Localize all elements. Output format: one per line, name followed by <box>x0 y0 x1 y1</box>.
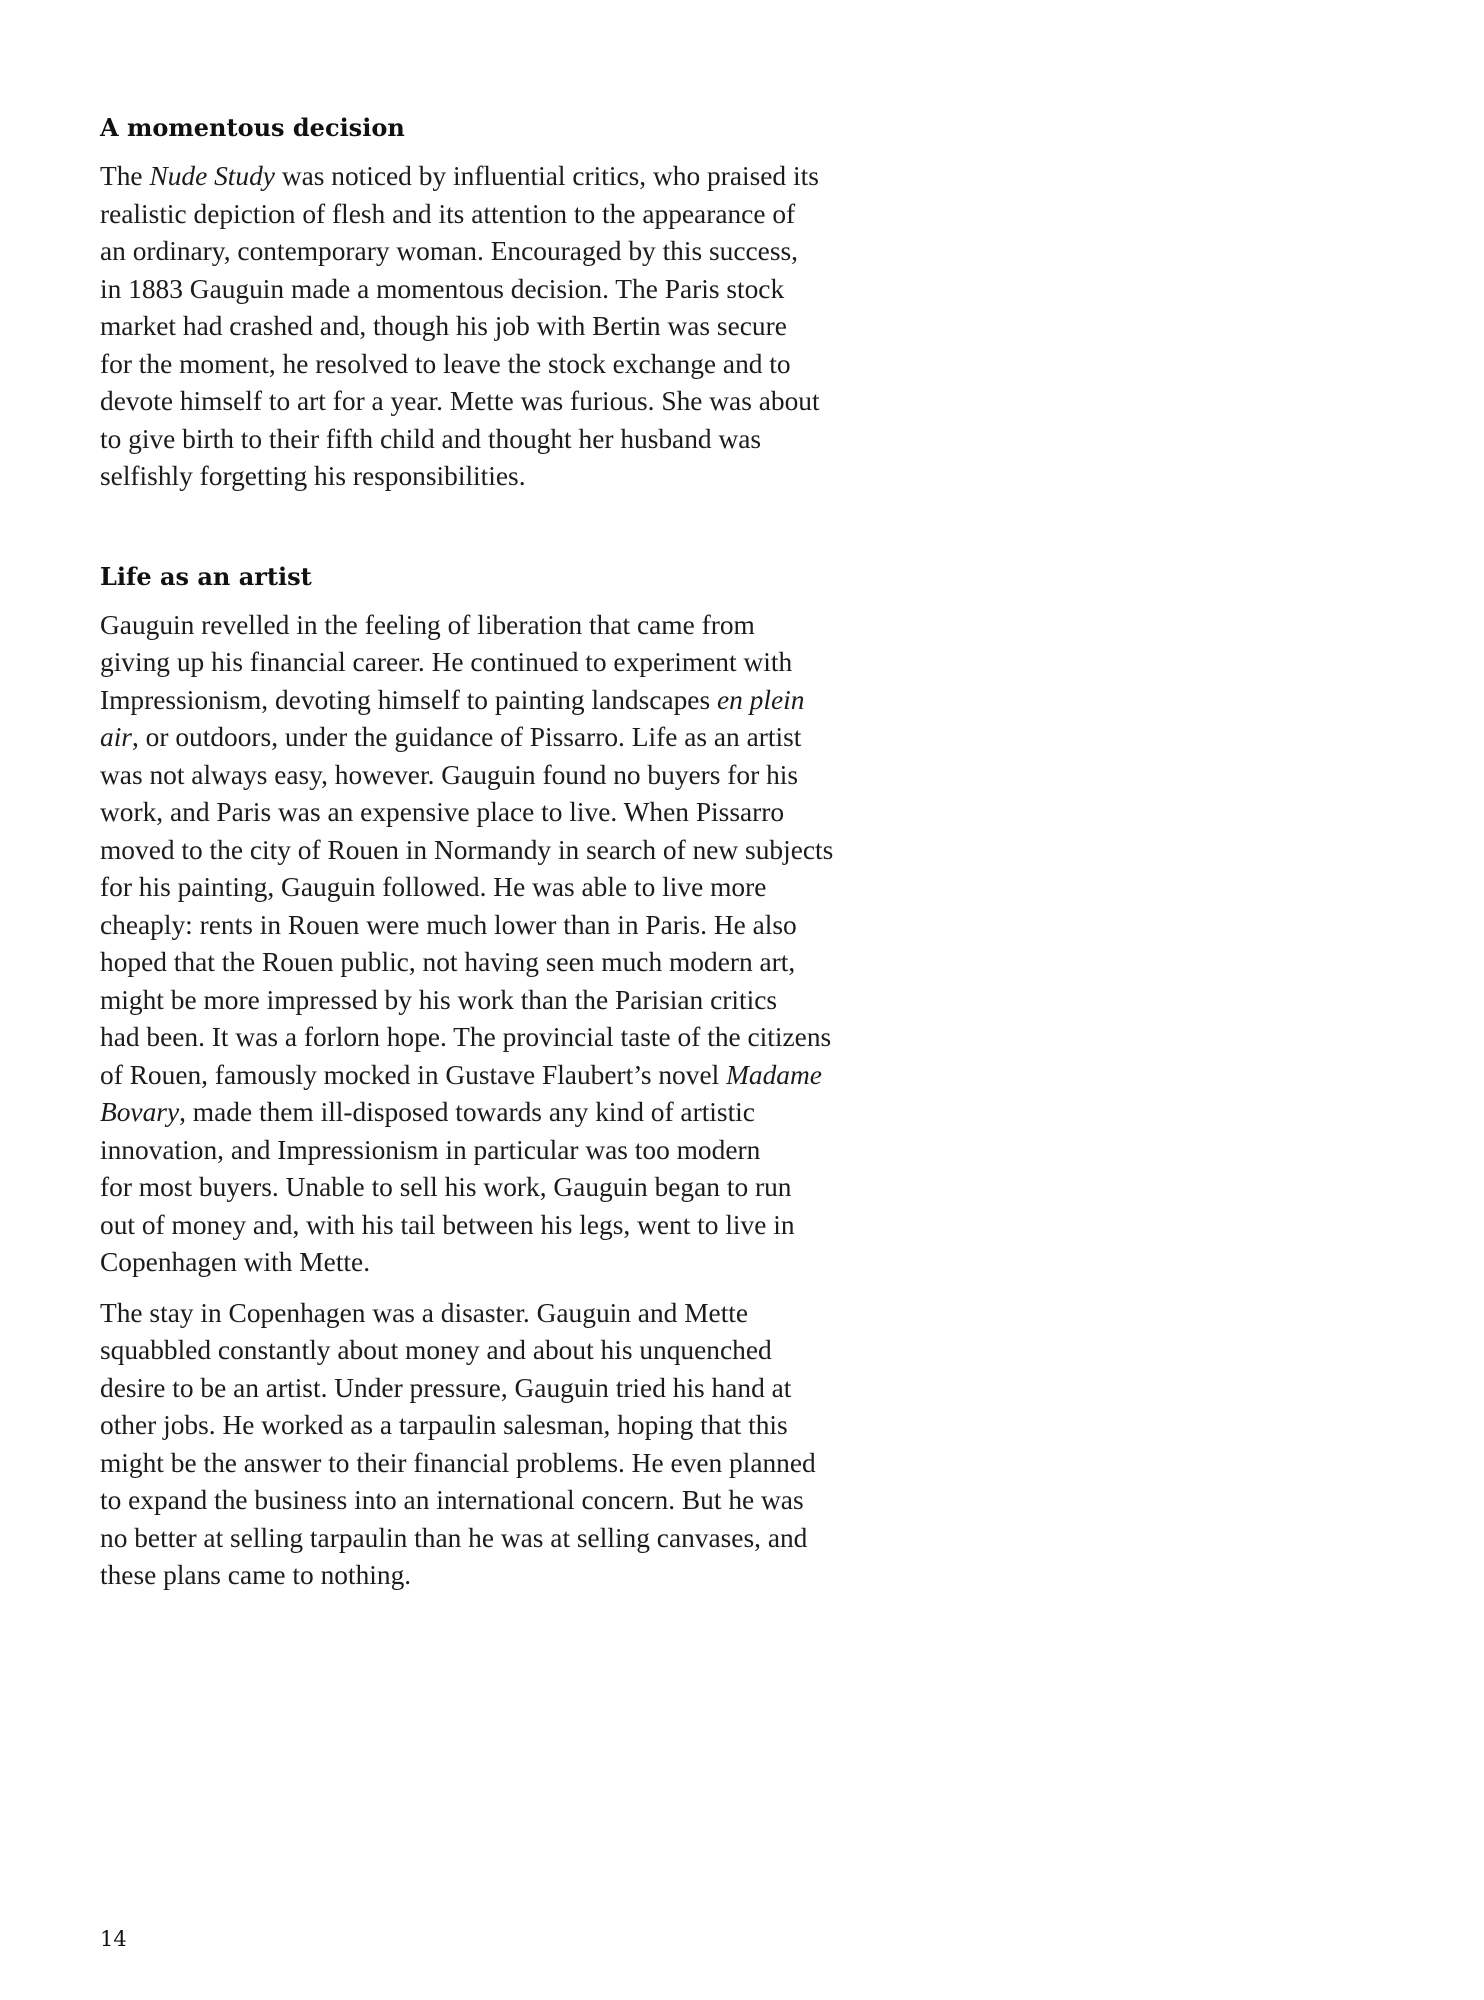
text-line: of Rouen, famously mocked in Gustave Flaubert’s novel Madame <box>100 1059 822 1090</box>
text-line: out of money and, with his tail between his legs, went to live in <box>100 1209 795 1240</box>
text-line: squabbled constantly about money and about his unquenched <box>100 1335 772 1365</box>
text-line: Impressionism, devoting himself to painting landscapes en plein <box>100 684 805 715</box>
italic-text: air <box>100 722 132 752</box>
paragraph <box>100 1295 920 1595</box>
italic-text: en plein <box>716 684 805 715</box>
italic-text: Madame <box>726 1059 822 1090</box>
text-line: work, and Paris was an expensive place to live. When Pissarro <box>100 797 785 827</box>
section-momentous-decision <box>100 112 920 496</box>
text-line: might be more impressed by his work than the Parisian critics <box>100 984 778 1015</box>
paragraph <box>100 607 920 1282</box>
text-line: The stay in Copenhagen was a disaster. Gauguin and Mette <box>100 1297 749 1328</box>
text-line: The Nude Study was noticed by influential critics, who praised its <box>100 161 819 191</box>
text-line: for the moment, he resolved to leave the stock exchange and to <box>100 348 791 379</box>
text-line: no better at selling tarpaulin than he was at selling canvases, and <box>100 1522 808 1553</box>
paragraph <box>100 158 920 496</box>
page-number: 14 <box>100 1927 127 1951</box>
text-line: air, or outdoors, under the guidance of Pissarro. Life as an artist <box>100 722 802 752</box>
text-line: an ordinary, contemporary woman. Encouraged by this success, <box>100 236 798 266</box>
text-line: for his painting, Gauguin followed. He was able to live more <box>100 872 767 902</box>
text-line: to expand the business into an international concern. But he was <box>100 1485 804 1515</box>
section-life-as-an-artist <box>100 561 920 1595</box>
section-heading: Life as an artist <box>100 561 312 591</box>
text-line: innovation, and Impressionism in particular was too modern <box>100 1134 761 1165</box>
italic-text: Bovary <box>100 1097 180 1127</box>
text-line: these plans came to nothing. <box>100 1560 412 1590</box>
text-column <box>100 112 920 1595</box>
text-line: had been. It was a forlorn hope. The provincial taste of the citizens <box>100 1022 832 1052</box>
text-line: desire to be an artist. Under pressure, Gauguin tried his hand at <box>100 1372 792 1403</box>
italic-text: Nude Study <box>149 161 275 191</box>
text-line: giving up his financial career. He continued to experiment with <box>100 647 793 677</box>
text-line: Gauguin revelled in the feeling of liberation that came from <box>100 609 755 640</box>
text-line: was not always easy, however. Gauguin found no buyers for his <box>100 759 799 790</box>
text-line: realistic depiction of flesh and its attention to the appearance of <box>100 198 796 229</box>
text-line: Copenhagen with Mette. <box>100 1247 371 1277</box>
text-line: market had crashed and, though his job with Bertin was secure <box>100 311 787 341</box>
section-heading: A momentous decision <box>100 113 405 142</box>
text-line: cheaply: rents in Rouen were much lower than in Paris. He also <box>100 909 797 940</box>
text-line: hoped that the Rouen public, not having seen much modern art, <box>100 947 796 977</box>
text-line: might be the answer to their financial problems. He even planned <box>100 1447 816 1478</box>
text-line: other jobs. He worked as a tarpaulin salesman, hoping that this <box>100 1410 788 1440</box>
text-line: for most buyers. Unable to sell his work, Gauguin began to run <box>100 1172 792 1202</box>
text-line: moved to the city of Rouen in Normandy in search of new subjects <box>100 834 834 865</box>
text-line: Bovary, made them ill-disposed towards any kind of artistic <box>100 1097 755 1127</box>
text-line: selfishly forgetting his responsibilities. <box>100 461 526 491</box>
text-line: to give birth to their fifth child and thought her husband was <box>100 423 762 454</box>
text-line: devote himself to art for a year. Mette was furious. She was about <box>100 386 820 416</box>
text-line: in 1883 Gauguin made a momentous decision. The Paris stock <box>100 273 785 304</box>
